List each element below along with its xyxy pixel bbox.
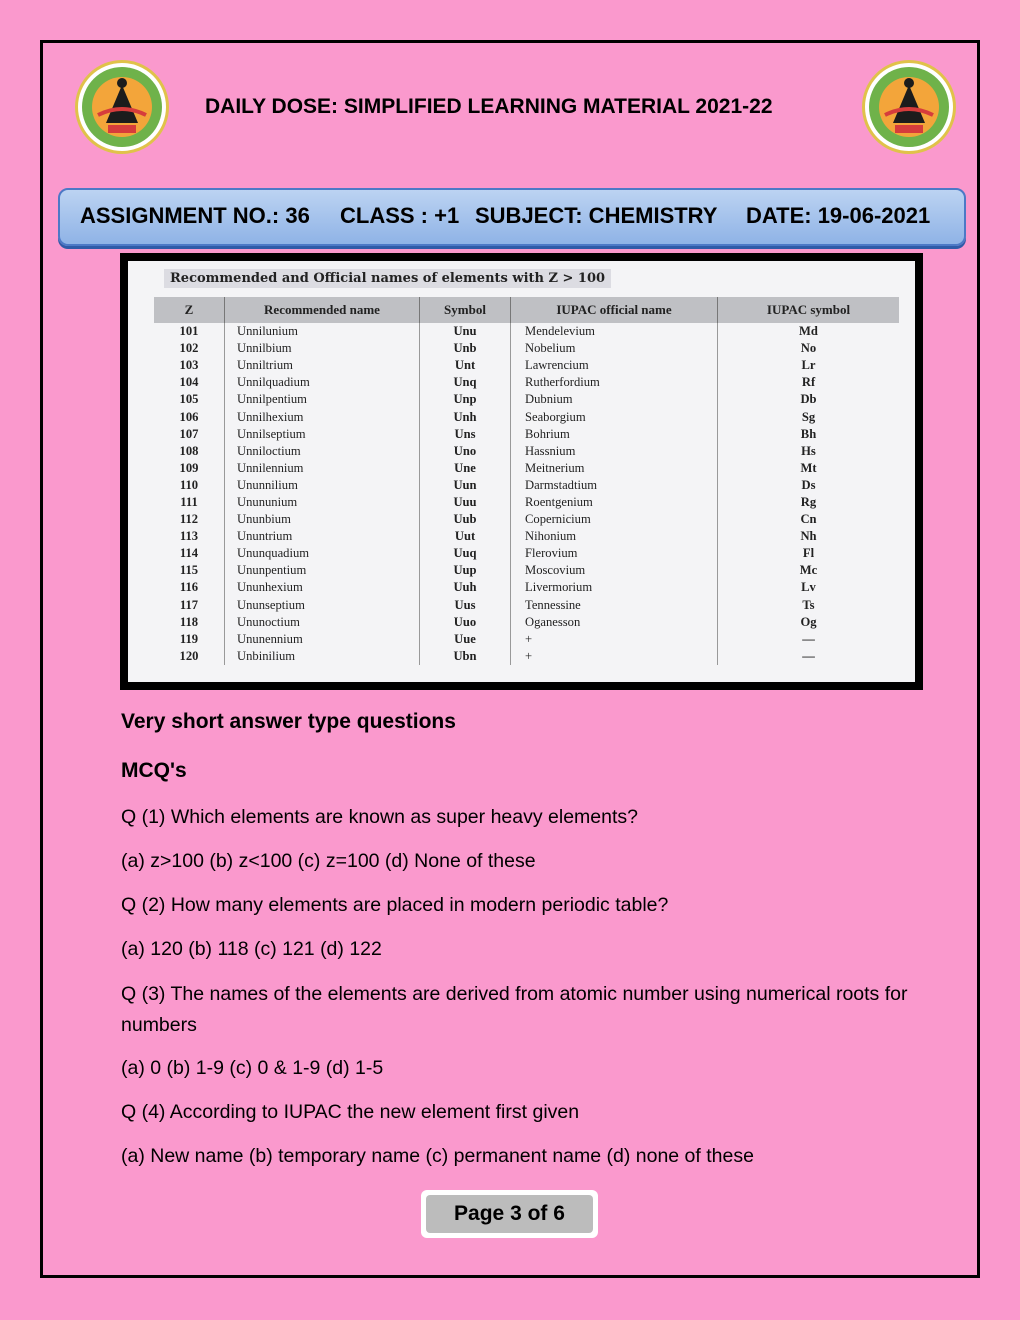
cell-z: 115 <box>179 563 199 578</box>
cell-recommended-name: Ununoctium <box>225 614 420 631</box>
cell-iupac-name: Mendelevium <box>511 323 718 340</box>
cell-z: 106 <box>179 409 199 424</box>
cell-symbol: Ubn <box>420 648 511 665</box>
table-row <box>154 426 899 443</box>
question-4: Q (4) According to IUPAC the new element first given <box>121 1101 580 1123</box>
cell-symbol: Uub <box>420 511 511 528</box>
table-row <box>154 545 899 562</box>
school-emblem-icon <box>862 60 956 154</box>
cell-iupac-name: Copernicium <box>511 511 718 528</box>
cell-recommended-name: Unbinilium <box>225 648 420 665</box>
cell-recommended-name: Unnilhexium <box>225 408 420 425</box>
assignment-number: ASSIGNMENT NO.: 36 <box>80 203 310 228</box>
cell-z: 118 <box>179 614 199 629</box>
cell-symbol: Uus <box>420 597 511 614</box>
table-row <box>154 511 899 528</box>
cell-iupac-name: Flerovium <box>511 545 718 562</box>
cell-symbol: Uuh <box>420 579 511 596</box>
cell-iupac-symbol: Md <box>718 323 900 340</box>
cell-iupac-name: Seaborgium <box>511 408 718 425</box>
cell-z: 110 <box>179 477 199 492</box>
cell-symbol: Unu <box>420 323 511 340</box>
cell-recommended-name: Unniloctium <box>225 443 420 460</box>
cell-iupac-symbol: Nh <box>718 528 900 545</box>
subject-label: SUBJECT: CHEMISTRY <box>475 203 718 228</box>
cell-iupac-name: Tennessine <box>511 597 718 614</box>
table-row <box>154 528 899 545</box>
element-table-image <box>120 253 923 690</box>
section-subheading: MCQ's <box>121 759 187 782</box>
cell-iupac-name: Lawrencium <box>511 357 718 374</box>
cell-z: 108 <box>179 443 199 458</box>
cell-symbol: Uup <box>420 562 511 579</box>
table-row <box>154 562 899 579</box>
cell-z: 102 <box>179 341 199 356</box>
cell-iupac-symbol: Ts <box>718 597 900 614</box>
table-caption: Recommended and Official names of elements with Z > 100 <box>164 269 611 288</box>
cell-recommended-name: Ununpentium <box>225 562 420 579</box>
table-row <box>154 648 899 665</box>
cell-symbol: Uuo <box>420 614 511 631</box>
table-row <box>154 477 899 494</box>
page-number-label: Page 3 of 6 <box>426 1195 593 1233</box>
cell-z: 112 <box>179 512 199 527</box>
table-row <box>154 374 899 391</box>
assignment-banner <box>58 188 966 246</box>
cell-iupac-name: + <box>511 648 718 665</box>
question-1: Q (1) Which elements are known as super heavy elements? <box>121 806 638 828</box>
elements-table <box>154 297 899 665</box>
cell-iupac-name: Nihonium <box>511 528 718 545</box>
cell-z: 119 <box>179 631 199 646</box>
table-row <box>154 597 899 614</box>
cell-symbol: Une <box>420 460 511 477</box>
cell-recommended-name: Unnilbium <box>225 340 420 357</box>
cell-symbol: Unq <box>420 374 511 391</box>
cell-recommended-name: Ununquadium <box>225 545 420 562</box>
cell-iupac-name: Moscovium <box>511 562 718 579</box>
table-row <box>154 443 899 460</box>
cell-iupac-name: Bohrium <box>511 426 718 443</box>
cell-z: 117 <box>179 597 199 612</box>
cell-iupac-name: Hassnium <box>511 443 718 460</box>
table-row <box>154 460 899 477</box>
section-heading: Very short answer type questions <box>121 710 456 733</box>
cell-iupac-symbol: Og <box>718 614 900 631</box>
cell-iupac-symbol: Mc <box>718 562 900 579</box>
cell-recommended-name: Unununium <box>225 494 420 511</box>
question-1-options: (a) z>100 (b) z<100 (c) z=100 (d) None of these <box>121 850 536 872</box>
cell-symbol: Unp <box>420 391 511 408</box>
cell-iupac-name: Livermorium <box>511 579 718 596</box>
cell-iupac-name: Darmstadtium <box>511 477 718 494</box>
cell-recommended-name: Unnilpentium <box>225 391 420 408</box>
cell-iupac-symbol: No <box>718 340 900 357</box>
cell-iupac-name: Rutherfordium <box>511 374 718 391</box>
cell-symbol: Uun <box>420 477 511 494</box>
cell-iupac-symbol: Sg <box>718 408 900 425</box>
cell-symbol: Uno <box>420 443 511 460</box>
cell-iupac-symbol: Bh <box>718 426 900 443</box>
school-emblem-icon <box>75 60 169 154</box>
cell-z: 107 <box>179 426 199 441</box>
cell-z: 104 <box>179 375 199 390</box>
cell-symbol: Uns <box>420 426 511 443</box>
cell-symbol: Uuu <box>420 494 511 511</box>
cell-recommended-name: Unnilquadium <box>225 374 420 391</box>
cell-iupac-symbol: Mt <box>718 460 900 477</box>
header-iupac-name: IUPAC official name <box>511 297 718 323</box>
cell-z: 113 <box>179 529 199 544</box>
table-row <box>154 494 899 511</box>
table-row <box>154 631 899 648</box>
cell-iupac-symbol: Db <box>718 391 900 408</box>
question-3: Q (3) The names of the elements are derived from atomic number using numerical roots for numbers <box>121 983 908 1036</box>
cell-iupac-name: Nobelium <box>511 340 718 357</box>
cell-symbol: Uue <box>420 631 511 648</box>
cell-z: 120 <box>179 648 199 663</box>
question-4-options: (a) New name (b) temporary name (c) permanent name (d) none of these <box>121 1145 754 1167</box>
table-row <box>154 323 899 340</box>
cell-symbol: Unb <box>420 340 511 357</box>
cell-symbol: Unt <box>420 357 511 374</box>
table-row <box>154 579 899 596</box>
cell-recommended-name: Ununbium <box>225 511 420 528</box>
cell-iupac-name: Roentgenium <box>511 494 718 511</box>
cell-z: 116 <box>179 580 199 595</box>
cell-iupac-symbol: Lr <box>718 357 900 374</box>
cell-iupac-name: Meitnerium <box>511 460 718 477</box>
cell-recommended-name: Unnilseptium <box>225 426 420 443</box>
question-2-options: (a) 120 (b) 118 (c) 121 (d) 122 <box>121 938 382 960</box>
table-row <box>154 391 899 408</box>
cell-recommended-name: Ununtrium <box>225 528 420 545</box>
cell-iupac-symbol: Fl <box>718 545 900 562</box>
header-symbol: Symbol <box>420 297 511 323</box>
document-title: DAILY DOSE: SIMPLIFIED LEARNING MATERIAL 2021-22 <box>205 95 773 118</box>
cell-recommended-name: Unnilennium <box>225 460 420 477</box>
cell-iupac-symbol: Lv <box>718 579 900 596</box>
header-recommended-name: Recommended name <box>225 297 420 323</box>
date-label: DATE: 19-06-2021 <box>746 203 931 228</box>
table-row <box>154 357 899 374</box>
cell-iupac-symbol: Rf <box>718 374 900 391</box>
cell-iupac-symbol: Ds <box>718 477 900 494</box>
cell-recommended-name: Ununnilium <box>225 477 420 494</box>
cell-z: 114 <box>179 546 199 561</box>
class-label: CLASS : +1 <box>340 203 460 228</box>
cell-iupac-name: Dubnium <box>511 391 718 408</box>
cell-symbol: Uut <box>420 528 511 545</box>
table-row <box>154 408 899 425</box>
cell-recommended-name: Unnilunium <box>225 323 420 340</box>
cell-z: 111 <box>180 494 198 509</box>
cell-iupac-name: Oganesson <box>511 614 718 631</box>
cell-iupac-symbol: — <box>718 648 900 665</box>
page-indicator <box>421 1190 598 1238</box>
cell-iupac-name: + <box>511 631 718 648</box>
table-header-row <box>154 297 899 323</box>
cell-symbol: Uuq <box>420 545 511 562</box>
cell-iupac-symbol: Rg <box>718 494 900 511</box>
header-iupac-symbol: IUPAC symbol <box>718 297 900 323</box>
cell-symbol: Unh <box>420 408 511 425</box>
cell-iupac-symbol: — <box>718 631 900 648</box>
cell-iupac-symbol: Hs <box>718 443 900 460</box>
cell-iupac-symbol: Cn <box>718 511 900 528</box>
cell-recommended-name: Ununhexium <box>225 579 420 596</box>
table-row <box>154 614 899 631</box>
cell-recommended-name: Unniltrium <box>225 357 420 374</box>
cell-recommended-name: Ununennium <box>225 631 420 648</box>
cell-recommended-name: Ununseptium <box>225 597 420 614</box>
cell-z: 109 <box>179 460 199 475</box>
table-row <box>154 340 899 357</box>
question-3-options: (a) 0 (b) 1-9 (c) 0 & 1-9 (d) 1-5 <box>121 1057 384 1079</box>
cell-z: 101 <box>179 324 199 339</box>
cell-z: 105 <box>179 392 199 407</box>
cell-z: 103 <box>179 358 199 373</box>
question-2: Q (2) How many elements are placed in modern periodic table? <box>121 894 669 916</box>
header-z: Z <box>154 297 225 323</box>
